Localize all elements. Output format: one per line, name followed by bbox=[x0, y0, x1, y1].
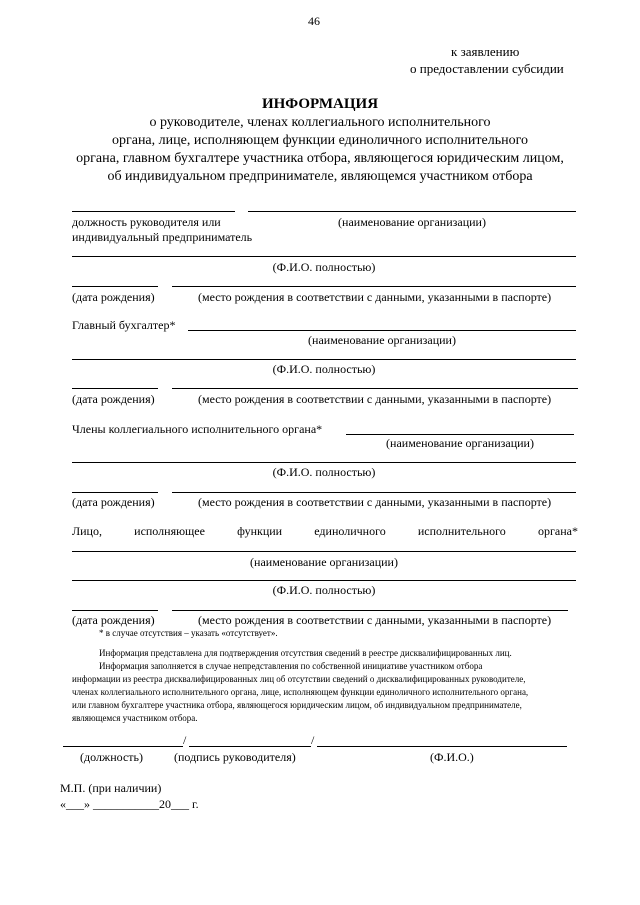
chief-accountant-birth-date-line bbox=[72, 388, 158, 389]
sole-executive-heading-word: функции bbox=[237, 524, 283, 538]
collegial-members-birth-place-label: (место рождения в соответствии с данными, указанными в паспорте) bbox=[198, 495, 552, 509]
signature-slash-2: / bbox=[311, 733, 315, 747]
page-number: 46 bbox=[308, 14, 320, 28]
signature-slash-1: / bbox=[183, 733, 187, 747]
chief-accountant-org-label: (наименование организации) bbox=[308, 333, 456, 347]
fio-line bbox=[72, 256, 576, 257]
chief-accountant-fio-line bbox=[72, 359, 576, 360]
sole-executive-heading-word: исполнительного bbox=[417, 524, 506, 538]
signature-fio-label: (Ф.И.О.) bbox=[430, 750, 474, 764]
sole-executive-heading-word: единоличного bbox=[314, 524, 386, 538]
document-title: ИНФОРМАЦИЯ bbox=[261, 96, 379, 112]
note-paragraph-2-line-5: являющемся участником отбора. bbox=[72, 713, 198, 723]
signature-position-label: (должность) bbox=[80, 750, 143, 764]
footnote: * в случае отсутствия – указать «отсутствует». bbox=[99, 628, 278, 638]
chief-accountant-birth-date-label: (дата рождения) bbox=[72, 392, 155, 406]
chief-accountant-birth-place-label: (место рождения в соответствии с данными, указанными в паспорте) bbox=[198, 392, 552, 406]
note-paragraph-2-line-4: или главном бухгалтере участника отбора, являющегося юридическим лицом, об индивидуальном предпринимателе, bbox=[72, 700, 522, 710]
sole-executive-fio-label: (Ф.И.О. полностью) bbox=[272, 583, 376, 597]
collegial-members-fio-line bbox=[72, 462, 576, 463]
birth-date-line bbox=[72, 286, 158, 287]
sole-executive-fio-line bbox=[72, 580, 576, 581]
collegial-members-org-line bbox=[346, 434, 574, 435]
note-paragraph-2-line-1: Информация заполняется в случае непредставления по собственной инициативе участником отбора bbox=[99, 661, 483, 671]
chief-accountant-fio-label: (Ф.И.О. полностью) bbox=[272, 362, 376, 376]
signature-fio-line bbox=[317, 746, 567, 747]
org-name-label: (наименование организации) bbox=[338, 215, 486, 229]
note-paragraph-2-line-3: членах коллегиального исполнительного органа, лице, исполняющем функции единоличного исполнительного органа, bbox=[72, 687, 529, 697]
collegial-members-fio-label: (Ф.И.О. полностью) bbox=[272, 465, 376, 479]
header-line-1: к заявлению bbox=[451, 44, 520, 59]
birth-place-line bbox=[172, 286, 576, 287]
chief-accountant-org-line bbox=[188, 330, 576, 331]
org-name-line bbox=[248, 211, 576, 212]
date-line: «___» ___________20___ г. bbox=[60, 797, 199, 811]
subtitle-line-1: о руководителе, членах коллегиального исполнительного bbox=[149, 115, 491, 130]
sole-executive-heading-word: органа* bbox=[537, 524, 578, 538]
collegial-members-birth-place-line bbox=[172, 492, 576, 493]
collegial-members-heading: Члены коллегиального исполнительного органа* bbox=[72, 422, 323, 436]
note-paragraph-1: Информация представлена для подтверждения отсутствия сведений в реестре дисквалифицированных лиц. bbox=[99, 648, 512, 658]
sole-executive-birth-date-label: (дата рождения) bbox=[72, 613, 155, 627]
sole-executive-birth-place-line bbox=[172, 610, 568, 611]
chief-accountant-heading: Главный бухгалтер* bbox=[72, 318, 176, 332]
sole-executive-org-label: (наименование организации) bbox=[250, 555, 398, 569]
subtitle-line-2: органа, лице, исполняющем функции единоличного исполнительного bbox=[111, 133, 528, 148]
sole-executive-heading bbox=[72, 524, 578, 538]
sole-executive-birth-date-line bbox=[72, 610, 158, 611]
subtitle-line-3: органа, главном бухгалтере участника отбора, являющегося юридическим лицом, bbox=[76, 151, 564, 166]
subtitle-line-4: об индивидуальном предпринимателе, являющемся участником отбора bbox=[107, 169, 533, 184]
position-line bbox=[72, 211, 235, 212]
sole-executive-heading-word: Лицо, bbox=[72, 524, 102, 538]
signature-sign-label: (подпись руководителя) bbox=[174, 750, 296, 764]
sole-executive-heading-word: исполняющее bbox=[134, 524, 205, 538]
collegial-members-org-label: (наименование организации) bbox=[386, 436, 534, 450]
birth-place-label: (место рождения в соответствии с данными, указанными в паспорте) bbox=[198, 290, 552, 304]
note-paragraph-2-line-2: информации из реестра дисквалифицированных лиц об отсутствии сведений о дисквалифицированных руководителе, bbox=[72, 674, 526, 684]
sole-executive-birth-place-label: (место рождения в соответствии с данными, указанными в паспорте) bbox=[198, 613, 552, 627]
chief-accountant-birth-place-line bbox=[172, 388, 578, 389]
signature-position-line bbox=[63, 746, 183, 747]
stamp-label: М.П. (при наличии) bbox=[60, 781, 162, 795]
sole-executive-org-line bbox=[72, 551, 576, 552]
collegial-members-birth-date-label: (дата рождения) bbox=[72, 495, 155, 509]
birth-date-label: (дата рождения) bbox=[72, 290, 155, 304]
header-line-2: о предоставлении субсидии bbox=[410, 61, 564, 76]
fio-label: (Ф.И.О. полностью) bbox=[272, 260, 376, 274]
position-label-1: должность руководителя или bbox=[72, 215, 221, 229]
position-label-2: индивидуальный предприниматель bbox=[72, 230, 253, 244]
signature-sign-line bbox=[189, 746, 311, 747]
collegial-members-birth-date-line bbox=[72, 492, 158, 493]
